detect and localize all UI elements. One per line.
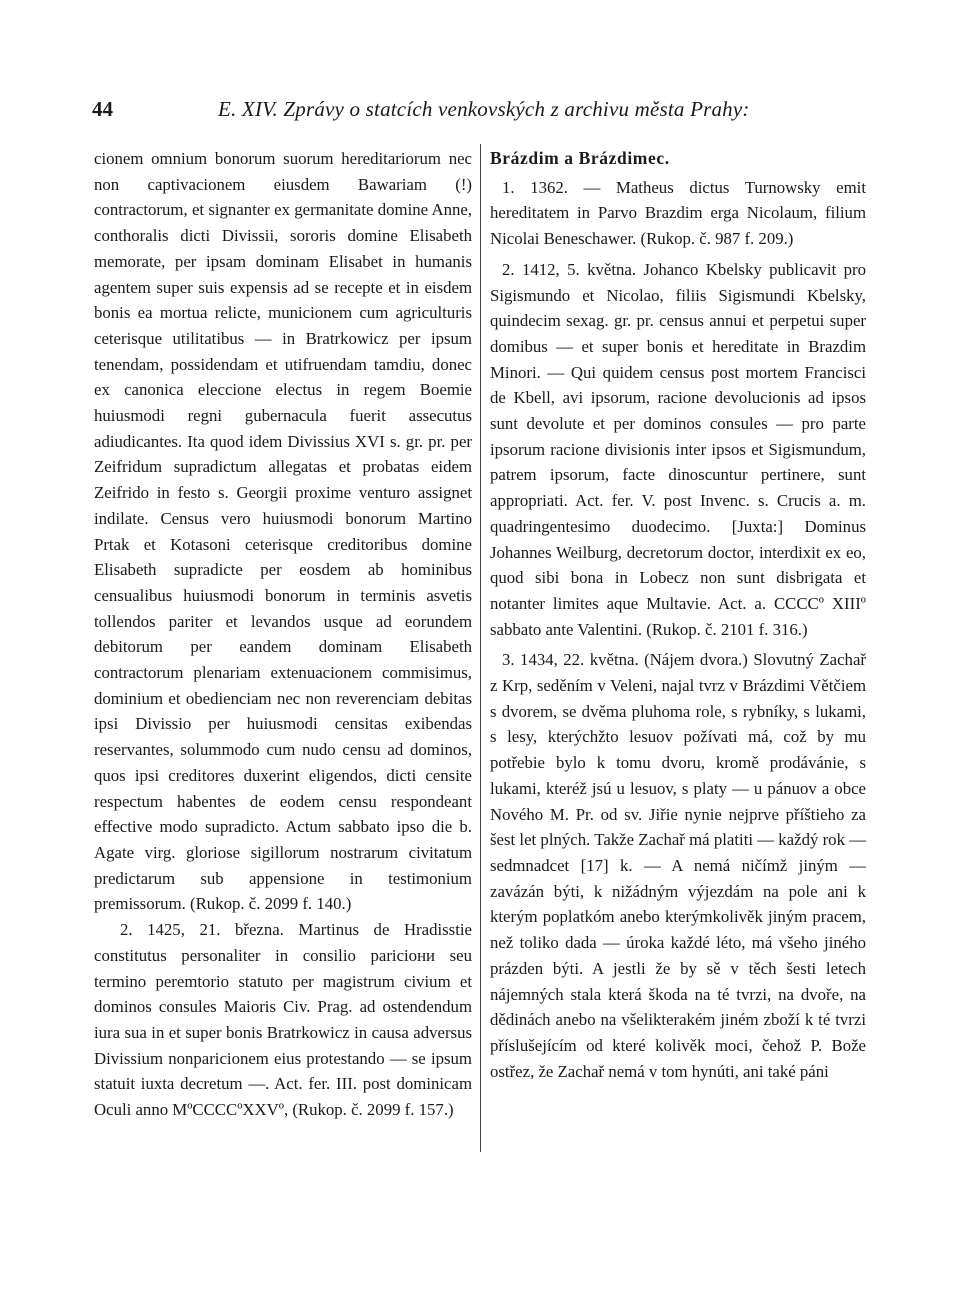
- left-column: [94, 146, 472, 1123]
- entry-3: 3. 1434, 22. května. (Nájem dvora.) Slovutný Zachař z Krp, seděním v Veleni, najal tvrz v Brázdimi Větčiem s dvorem, se dvěma pluhoma role, s rybníky, s lukami, s lesy, kterýchžto lesuov požívati má, což by mu potřebie bylo k tomu dvoru, kromě prodávánie, s lukami, kteréž jsú u lesuov, s platy — u pánuov a obce Nového M. Pr. od sv. Jiřie nynie nejprve příštieho za šest let plných. Takže Zachař má platiti — každý rok — sedmnadcet [17] k. — A nemá ničímž jiným — zavázán býti, k nižádným výjezdám na pole ani k kterým poplatkóm anebo kterýmkolivěk jiným pracem, než toliko dada — úroka každé léto, má všeho jiného prázden býti. A jestli že by sě v těch šesti letech nájemných stala která škoda na té tvrzi, na dvoře, na dědinách anebo na všelikterakém jiném zboží k té tvrzi příslušejícím od které kolivěk moci, čehož P. Bože ostřez, že Zachař nemá v tom hynúti, ani také páni: [490, 650, 866, 1081]
- section-heading: Brázdim a Brázdimec.: [490, 148, 670, 168]
- entry-2: 2. 1412, 5. května. Johanco Kbelsky publicavit pro Sigismundo et Nicolao, filiis Sigismundi Kbelsky, quindecim sexag. gr. pr. census annui et perpetui super domibus — et super bonis et hereditate in Brazdim Minori. — Qui quidem census post mortem Francisci de Kbell, avi ipsorum, racione devolucionis ad ipsos sunt devolute et per dominos consules — pro parte ipsorum racione divisionis inter ipsos et Sigismundum, patrem ipsorum, facte dinoscuntur pertinere, sunt appropriati. Act. fer. V. post Invenc. s. Crucis a. m. quadringentesimo duodecimo. [Juxta:] Dominus Johannes Weilburg, decretorum doctor, interdixit ex eo, quod sibi bona in Lobecz non sunt disbrigata et notanter limites aque Multavie. Act. a. CCCCº XIIIº sabbato ante Valentini. (Rukop. č. 2101 f. 316.): [490, 259, 866, 639]
- column-divider: [480, 144, 481, 1152]
- right-column: [490, 146, 866, 1084]
- running-title: E. XIV. Zprávy o statcích venkovských z archivu města Prahy:: [218, 97, 750, 121]
- entry-1: 1. 1362. — Matheus dictus Turnowsky emit hereditatem in Parvo Brazdim erga Nicolaum, filium Nicolai Beneschawer. (Rukop. č. 987 f. 209.): [490, 177, 866, 249]
- paragraph-continuation: cionem omnium bonorum suorum hereditariorum nec non captivacionem eiusdem Bawariam (!) contractorum, et signanter ex germanitate domine Anne, conthoralis dicti Divissii, sororis domine Elisabeth memorate, per ipsam dominam Elisabet in humanis agentem super suis expensis ad se recepte et in eisdem bonis ea mortua relicte, municionem cum agriculturis ceterisque utilitatibus — in Bratrkowicz per ipsum tenendam, possidendam et utifruendam tamdiu, donec ex canonica eleccione electus in regem Boemie huiusmodi regni gubernacula fuerit assecutus adiudicantes. Ita quod idem Divissius XVI s. gr. pr. per Zeifridum supradictum allegatas et probatas eidem Zeifrido in festo s. Georgii proxime venturo assignet indilate. Census vero huiusmodi bonorum Martino Prtak et Kotasoni ceterisque creditoribus domine Elisabeth supradicte per eosdem ab hominibus censualibus huiusmodi bonorum in terminis asvetis tollendos pariter et levandos usque ad eorundem debitorum per eandem dominam Elisabeth contractorum plenariam extenuacionem commisimus, dominium et obedienciam nec non reverenciam debitas ipsi Divissio per huiusmodi censitas exibendas reservantes, solummodo cum nudo censu ad dominos, quos ipsi creditores duxerint eligendos, dicti censite respectum habentes de eodem censu respondeant effective modo supradicto. Actum sabbato ipso die b. Agate virg. gloriose sigillorum nostrarum civitatum predictarum sub appensione in testimonium premissorum. (Rukop. č. 2099 f. 140.): [94, 149, 472, 914]
- page-header: [92, 97, 872, 127]
- page-number: 44: [92, 97, 113, 121]
- paragraph-entry-2: 2. 1425, 21. března. Martinus de Hradisstie constitutus personaliter in consilio pariciони seu termino peremtorio statuto per magistrum civium et dominos consules Maioris Civ. Prag. ad ostendendum iura sua in et super bonis Bratrkowicz in causa adversus Divissium nonparicionem eius protestando — se ipsum statuit iuxta decretum —. Act. fer. III. post dominicam Oculi anno MºCCCCºXXVº, (Rukop. č. 2099 f. 157.): [94, 920, 472, 1120]
